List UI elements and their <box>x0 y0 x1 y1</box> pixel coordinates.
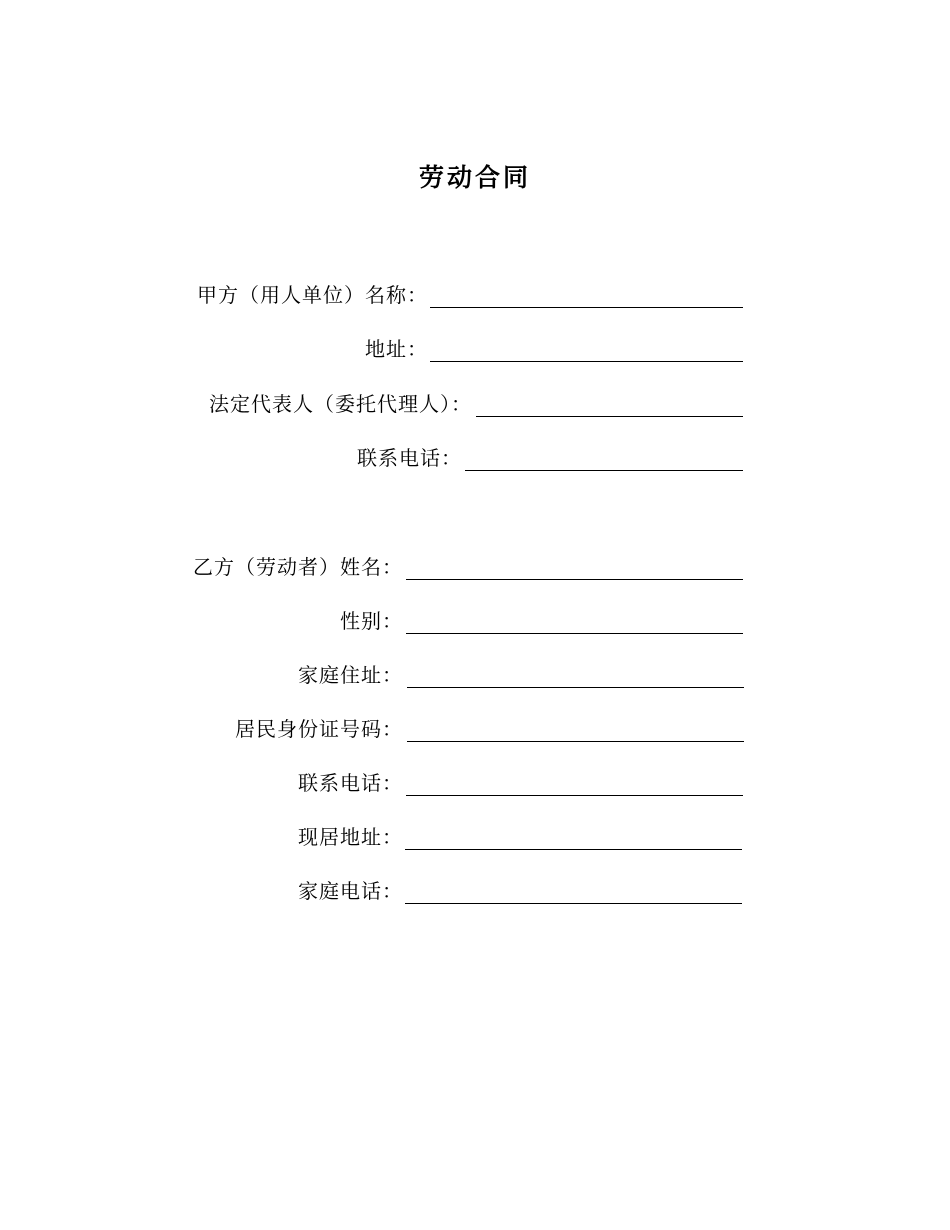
party-b-phone-field[interactable] <box>406 795 743 796</box>
party-a-phone-field[interactable] <box>465 470 743 471</box>
party-b-phone-label: 联系电话： <box>298 771 403 795</box>
party-a-address-label: 地址： <box>365 337 428 361</box>
party-b-current-address-field[interactable] <box>405 849 742 850</box>
party-b-gender-field[interactable] <box>406 633 743 634</box>
party-b-id-number-field[interactable] <box>407 741 744 742</box>
party-a-name-field[interactable] <box>430 307 743 308</box>
party-a-representative-label: 法定代表人（委托代理人）： <box>209 392 472 416</box>
party-a-address-field[interactable] <box>430 361 743 362</box>
party-a-representative-field[interactable] <box>476 416 743 417</box>
party-b-current-address-label: 现居地址： <box>298 825 403 849</box>
party-b-name-label: 乙方（劳动者）姓名： <box>193 555 403 579</box>
party-b-home-address-label: 家庭住址： <box>298 663 403 687</box>
party-b-home-phone-field[interactable] <box>405 903 742 904</box>
party-a-phone-label: 联系电话： <box>357 446 462 470</box>
party-b-home-phone-label: 家庭电话： <box>298 879 403 903</box>
party-b-home-address-field[interactable] <box>407 687 744 688</box>
document-title: 劳动合同 <box>418 163 531 192</box>
party-a-name-label: 甲方（用人单位）名称： <box>197 283 428 307</box>
party-b-id-number-label: 居民身份证号码： <box>235 717 403 741</box>
party-b-gender-label: 性别： <box>340 609 403 633</box>
party-b-name-field[interactable] <box>406 579 743 580</box>
